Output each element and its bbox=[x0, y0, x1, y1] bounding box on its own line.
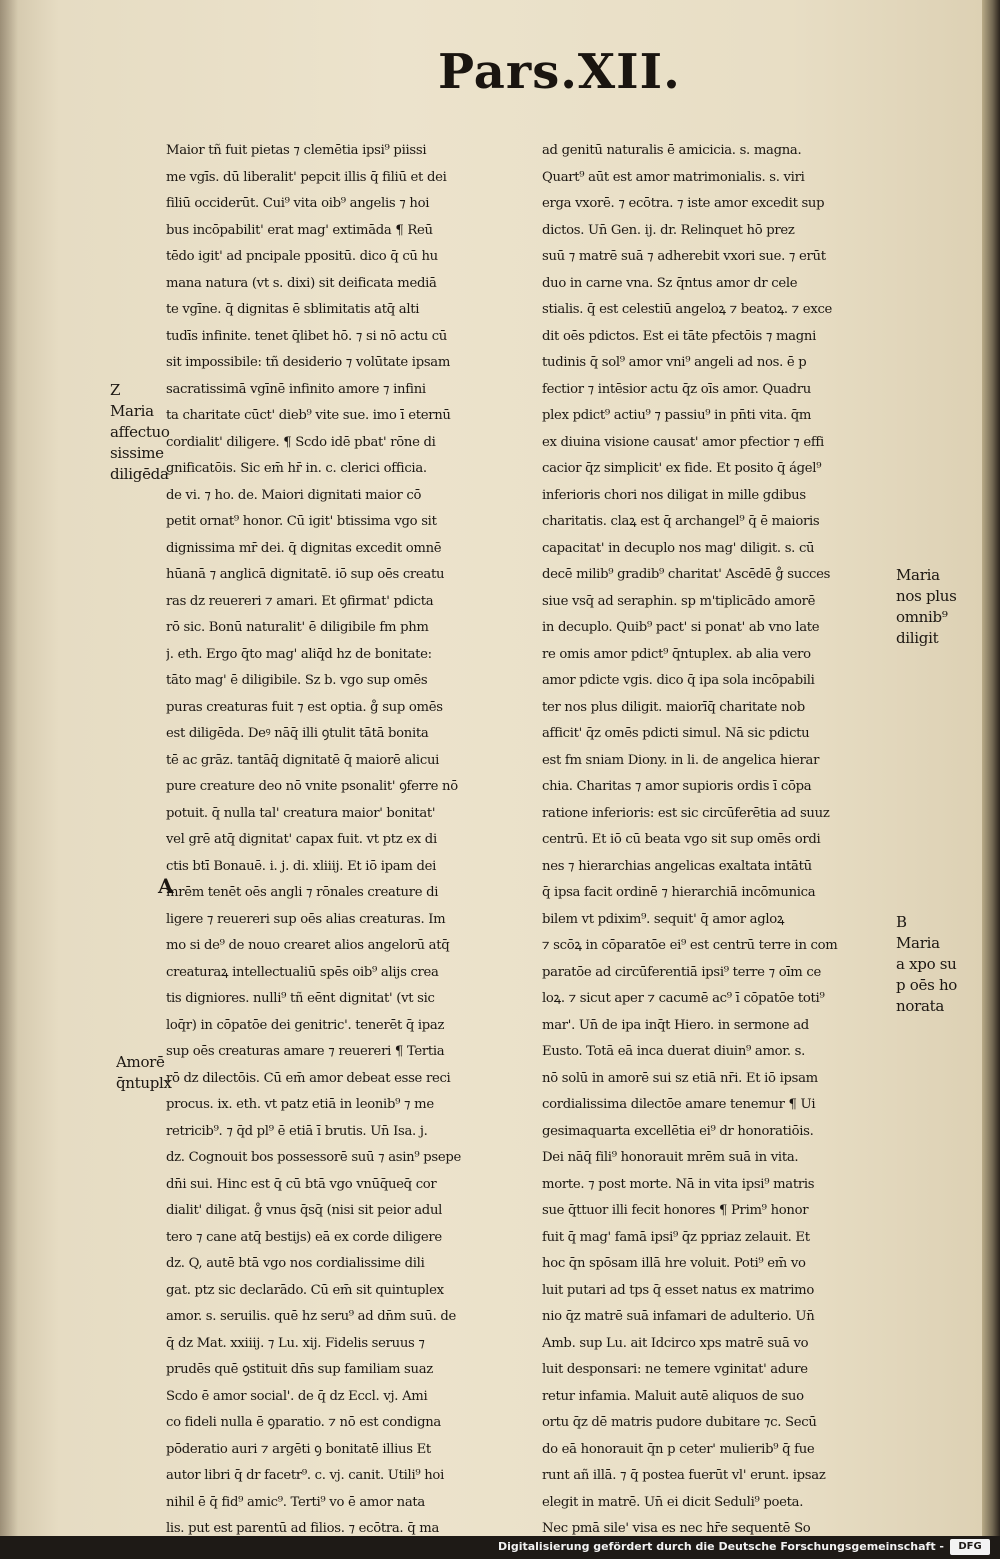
margin-note-line: p oēs ho bbox=[896, 976, 958, 994]
text-line: duo in carne vna. Sz q̄ntus amor dr cele bbox=[542, 275, 798, 291]
text-line: dz. Cognouit bos possessorē suū ⁊ asin⁹ psepe bbox=[166, 1150, 461, 1165]
text-line: ratione inferioris: est sic circūferētia ad suuz bbox=[542, 805, 830, 821]
margin-note-line: Z bbox=[110, 381, 121, 399]
text-line: nes ⁊ hierarchias angelicas exaltata intātū bbox=[542, 858, 812, 874]
text-line: siue vsq̄ ad seraphin. sp m'tiplicādo amorē bbox=[542, 593, 816, 609]
text-line: loq̄r) in cōpatōe dei genitric'. tenerēt q̄ ipaz bbox=[166, 1017, 445, 1033]
text-line: gnificatōis. Sic em̄ hr̄ in. c. clerici officia. bbox=[166, 461, 427, 476]
text-line: ortu q̄z dē matris pudore dubitare ⁊c. Secū bbox=[542, 1415, 817, 1430]
text-line: dialit' diligat. g̊ vnus q̄sq̄ (nisi sit peior adul bbox=[166, 1203, 443, 1218]
text-line: Dei nāq̄ fili⁹ honorauit mrēm suā in vita. bbox=[542, 1150, 799, 1165]
text-line: Maior tñ fuit pietas ⁊ clemētia ipsi⁹ piissi bbox=[166, 143, 427, 158]
text-line: centrū. Et iō cū beata vgo sit sup omēs ordi bbox=[542, 832, 821, 847]
text-line: q̄ dz Mat. xxiiij. ⁊ Lu. xij. Fidelis seruus ⁊ bbox=[166, 1335, 425, 1351]
text-line: charitatis. claꝝ est q̄ archangel⁹ q̄ ē maioris bbox=[542, 514, 820, 529]
text-line: sacratissimā vgīnē infinito amore ⁊ infini bbox=[166, 381, 426, 397]
running-head: Pars.XII. bbox=[438, 44, 681, 100]
margin-note-line: a xpo su bbox=[896, 955, 957, 973]
text-line: co fideli nulla ē ꝯparatio. ⁊ nō est condigna bbox=[166, 1415, 441, 1430]
text-line: puras creaturas fuit ⁊ est optia. g̊ sup omēs bbox=[166, 699, 443, 715]
text-line: ligere ⁊ reuereri sup oēs alias creaturas. Im bbox=[166, 911, 446, 927]
text-line: retricib⁹. ⁊ q̄d pl⁹ ē etiā ī brutis. Un̄ Isa. j. bbox=[166, 1123, 428, 1139]
text-line: gesimaquarta excellētia ei⁹ dr honoratiōis. bbox=[542, 1123, 814, 1139]
footer-bar bbox=[0, 1536, 1000, 1559]
text-line: te vgīne. q̄ dignitas ē sblimitatis atq̄ alti bbox=[166, 302, 420, 317]
text-line: tāto mag' ē diligibile. Sz b. vgo sup omēs bbox=[166, 673, 428, 688]
text-line: hoc q̄n spōsam illā hre voluit. Poti⁹ em̄ vo bbox=[542, 1256, 806, 1271]
margin-note-line: q̄ntuplx bbox=[116, 1074, 172, 1092]
text-line: Nec pmā sile' visa es nec hr̄e sequentē So bbox=[542, 1521, 811, 1536]
text-line: gat. ptz sic declarādo. Cū em̄ sit quintuplex bbox=[166, 1282, 444, 1298]
section-letter-a: A bbox=[158, 874, 174, 898]
text-line: tudīs infinite. tenet q̄libet hō. ⁊ si nō actu cū bbox=[166, 328, 448, 344]
margin-note-line: norata bbox=[896, 997, 944, 1015]
text-line: mrēm tenēt oēs angli ⁊ rōnales creature di bbox=[166, 885, 439, 900]
text-line: capacitat' in decuplo nos mag' diligit. s. cū bbox=[542, 540, 815, 556]
margin-note-line: B bbox=[896, 913, 907, 931]
margin-note-line: diligit bbox=[896, 629, 939, 647]
margin-note-line: Maria bbox=[896, 934, 940, 952]
text-line: ⁊ scōꝝ in cōparatōe ei⁹ est centrū terre in com bbox=[542, 938, 838, 953]
text-line: ctis btī Bonauē. i. j. di. xliiij. Et iō ipam dei bbox=[166, 858, 437, 874]
text-line: elegit in matrē. Un̄ ei dicit Seduli⁹ poeta. bbox=[542, 1494, 804, 1510]
text-line: ta charitate cūct' dieb⁹ vite sue. imo ī eternū bbox=[166, 408, 451, 423]
text-line: Scdo ē amor social'. de q̄ dz Eccl. vj. Ami bbox=[166, 1388, 428, 1404]
text-line: ter nos plus diligit. maiorīq̄ charitate nob bbox=[542, 699, 805, 715]
text-line: ex diuina visione causat' amor pfectior ⁊ effi bbox=[542, 434, 824, 450]
text-line: sit impossibile: tñ desiderio ⁊ volūtate ipsam bbox=[166, 355, 451, 370]
margin-note-line: omnib⁹ bbox=[896, 608, 948, 626]
text-line: hūanā ⁊ anglicā dignitatē. iō sup oēs creatu bbox=[166, 567, 445, 582]
text-line: cacior q̄z simplicit' ex fide. Et posito q̄ ágel⁹ bbox=[542, 461, 822, 476]
margin-note-line: Maria bbox=[896, 566, 940, 584]
footer-credit: Digitalisierung gefördert durch die Deutsche Forschungsgemeinschaft - bbox=[497, 1540, 944, 1553]
text-line: lis. put est parentū ad filios. ⁊ ecōtra. q̄ ma bbox=[166, 1521, 440, 1536]
margin-note-line: Maria bbox=[110, 402, 154, 420]
text-line: Eusto. Totā eā inca duerat diuin⁹ amor. s. bbox=[542, 1044, 805, 1059]
page-edge-shadow bbox=[982, 0, 1000, 1536]
text-line: decē milib⁹ gradib⁹ charitat' Ascēdē g̊ succes bbox=[542, 567, 831, 582]
margin-note-right-2 bbox=[896, 912, 957, 1017]
text-line: in decuplo. Quib⁹ pact' si ponat' ab vno late bbox=[542, 620, 820, 635]
text-line: pōderatio auri ⁊ argēti ꝯ bonitatē illius Et bbox=[166, 1441, 431, 1457]
text-line: dit oēs pdictos. Est ei tāte pfectōis ⁊ magni bbox=[542, 328, 816, 344]
text-line: fuit q̄ mag' famā ipsi⁹ q̄z ppriaz zelauit. Et bbox=[542, 1229, 810, 1245]
margin-note-left-1 bbox=[110, 380, 170, 485]
left-text-column bbox=[166, 138, 538, 1536]
text-line: rō dz dilectōis. Cū em̄ amor debeat esse reci bbox=[166, 1070, 451, 1086]
text-line: procus. ix. eth. vt patz etiā in leonib⁹ ⁊ me bbox=[166, 1097, 434, 1112]
text-line: plex pdict⁹ actiu⁹ ⁊ passiu⁹ in pn̄ti vita. q̄m bbox=[542, 408, 812, 423]
margin-note-line: Amorē bbox=[116, 1053, 165, 1071]
text-line: tudinis q̄ sol⁹ amor vni⁹ angeli ad nos. ē p bbox=[542, 355, 807, 370]
text-line: de vi. ⁊ ho. de. Maiori dignitati maior cō bbox=[166, 487, 422, 503]
text-line: Amb. sup Lu. ait Idcirco xps matrē suā vo bbox=[542, 1335, 809, 1351]
text-line: dz. Q, autē btā vgo nos cordialissime dili bbox=[166, 1256, 425, 1271]
text-line: autor libri q̄ dr facetr⁹. c. vj. canit. Utili⁹ hoi bbox=[166, 1468, 444, 1483]
text-line: bus incōpabilit' erat mag' extimāda ¶ Reū bbox=[166, 222, 433, 238]
text-line: fectior ⁊ intēsior actu q̄z oīs amor. Quadru bbox=[542, 381, 811, 397]
text-line: Quart⁹ aūt est amor matrimonialis. s. viri bbox=[542, 169, 805, 185]
text-line: vel grē atq̄ dignitat' capax fuit. vt ptz ex di bbox=[166, 832, 437, 847]
text-line: ad genitū naturalis ē amicicia. s. magna. bbox=[542, 143, 802, 158]
text-line: loꝝ. ⁊ sicut aper ⁊ cacumē ac⁹ ī cōpatōe toti⁹ bbox=[542, 991, 825, 1006]
text-line: mar'. Un̄ de ipa inq̄t Hiero. in sermone ad bbox=[542, 1017, 809, 1033]
text-line: erga vxorē. ⁊ ecōtra. ⁊ iste amor excedit sup bbox=[542, 196, 825, 211]
margin-note-right-1 bbox=[896, 565, 957, 649]
text-line: mo si de⁹ de nouo crearet alios angelorū atq̄ bbox=[166, 938, 450, 953]
text-line: inferioris chori nos diligat in mille gdibus bbox=[542, 487, 806, 503]
text-line: dictos. Un̄ Gen. ij. dr. Relinquet hō prez bbox=[542, 222, 795, 238]
text-line: morte. ⁊ post morte. Nā in vita ipsi⁹ matris bbox=[542, 1176, 815, 1192]
text-line: pure creature deo nō vnite psonalit' ꝯferre nō bbox=[166, 779, 458, 794]
text-line: dignissima mr̄ dei. q̄ dignitas excedit omnē bbox=[166, 540, 442, 556]
text-line: nihil ē q̄ fid⁹ amic⁹. Terti⁹ vo ē amor nata bbox=[166, 1494, 425, 1510]
text-line: paratōe ad circūferentiā ipsi⁹ terre ⁊ oīm ce bbox=[542, 964, 821, 980]
text-line: j. eth. Ergo q̄to mag' aliq̄d hz de bonitate: bbox=[166, 646, 432, 662]
right-text-column bbox=[542, 138, 908, 1536]
text-line: est fm sniam Diony. in li. de angelica hierar bbox=[542, 752, 820, 768]
text-line: luit putari ad tps q̄ esset natus ex matrimo bbox=[542, 1282, 814, 1298]
text-line: mana natura (vt s. dixi) sit deificata mediā bbox=[166, 275, 437, 291]
text-line: amor pdicte vgis. dico q̄ ipa sola incōpabili bbox=[542, 673, 815, 688]
text-line: dn̄i sui. Hinc est q̄ cū btā vgo vnūq̄ueq̄ cor bbox=[166, 1176, 437, 1192]
text-line: me vgīs. dū liberalit' pepcit illis q̄ filiū et dei bbox=[166, 169, 447, 185]
text-line: re omis amor pdict⁹ q̄ntuplex. ab alia vero bbox=[542, 646, 811, 662]
text-line: amor. s. seruilis. quē hz seru⁹ ad dn̄m suū. de bbox=[166, 1309, 456, 1324]
text-line: bilem vt pdixim⁹. sequit' q̄ amor agloꝝ bbox=[542, 911, 785, 927]
text-line: retur infamia. Maluit autē aliquos de suo bbox=[542, 1388, 804, 1404]
text-line: sup oēs creaturas amare ⁊ reuereri ¶ Tertia bbox=[166, 1044, 445, 1059]
text-line: cordialissima dilectōe amare tenemur ¶ Ui bbox=[542, 1097, 816, 1112]
text-line: nō solū in amorē sui sz etiā nr̄i. Et iō ipsam bbox=[542, 1070, 818, 1086]
margin-note-line: nos plus bbox=[896, 587, 957, 605]
text-line: nio q̄z matrē suā infamari de adulterio. Un̄ bbox=[542, 1309, 815, 1324]
margin-note-line: affectuo bbox=[110, 423, 170, 441]
text-line: do eā honorauit q̄n p ceter' mulierib⁹ q̄ fue bbox=[542, 1441, 815, 1457]
text-line: prudēs quē ꝯstituit dn̄s sup familiam suaz bbox=[166, 1362, 433, 1377]
text-line: stialis. q̄ est celestiū angeloꝝ ⁊ beatoꝝ. ⁊ exce bbox=[542, 302, 833, 317]
text-line: potuit. q̄ nulla tal' creatura maior' bonitat' bbox=[166, 805, 436, 821]
text-line: luit desponsari: ne temere vginitat' adure bbox=[542, 1362, 808, 1377]
text-line: suū ⁊ matrē suā ⁊ adherebit vxori sue. ⁊ erūt bbox=[542, 249, 826, 264]
text-line: creaturaꝝ intellectualiū spēs oib⁹ alijs crea bbox=[166, 964, 439, 980]
text-line: tē ac grāz. tantāq̄ dignitatē q̄ maiorē alicui bbox=[166, 752, 440, 768]
text-line: runt añ illā. ⁊ q̄ postea fuerūt vl' erunt. ipsaz bbox=[542, 1468, 826, 1483]
text-line: afficit' q̄z omēs pdicti simul. Nā sic pdictu bbox=[542, 726, 810, 741]
text-line: chia. Charitas ⁊ amor supioris ordis ī cōpa bbox=[542, 779, 812, 794]
text-line: tēdo igit' ad pncipale ppositū. dico q̄ cū hu bbox=[166, 249, 438, 264]
text-line: filiū occiderūt. Cui⁹ vita oib⁹ angelis ⁊ hoi bbox=[166, 196, 430, 211]
text-line: sue q̄ttuor illi fecit honores ¶ Prim⁹ honor bbox=[542, 1203, 809, 1218]
margin-note-line: diligēda bbox=[110, 465, 169, 483]
text-line: tis digniores. nulli⁹ tñ eēnt dignitat' (vt sic bbox=[166, 991, 435, 1006]
text-line: ras dz reuereri ⁊ amari. Et ꝯfirmat' pdicta bbox=[166, 593, 434, 609]
margin-note-left-2 bbox=[116, 1052, 172, 1094]
dfg-logo: DFG bbox=[950, 1539, 990, 1555]
text-line: q̄ ipsa facit ordinē ⁊ hierarchiā incōmunica bbox=[542, 885, 816, 900]
text-line: cordialit' diligere. ¶ Scdo idē pbat' rōne di bbox=[166, 434, 436, 450]
text-line: est diligēda. Deꝰ nāq̄ illi ꝯtulit tātā bonita bbox=[166, 726, 429, 741]
margin-note-line: sissime bbox=[110, 444, 164, 462]
text-line: petit ornat⁹ honor. Cū igit' btissima vgo sit bbox=[166, 514, 437, 529]
text-line: rō sic. Bonū naturalit' ē diligibile fm phm bbox=[166, 620, 429, 635]
text-line: tero ⁊ cane atq̄ bestijs) eā ex corde diligere bbox=[166, 1229, 442, 1245]
